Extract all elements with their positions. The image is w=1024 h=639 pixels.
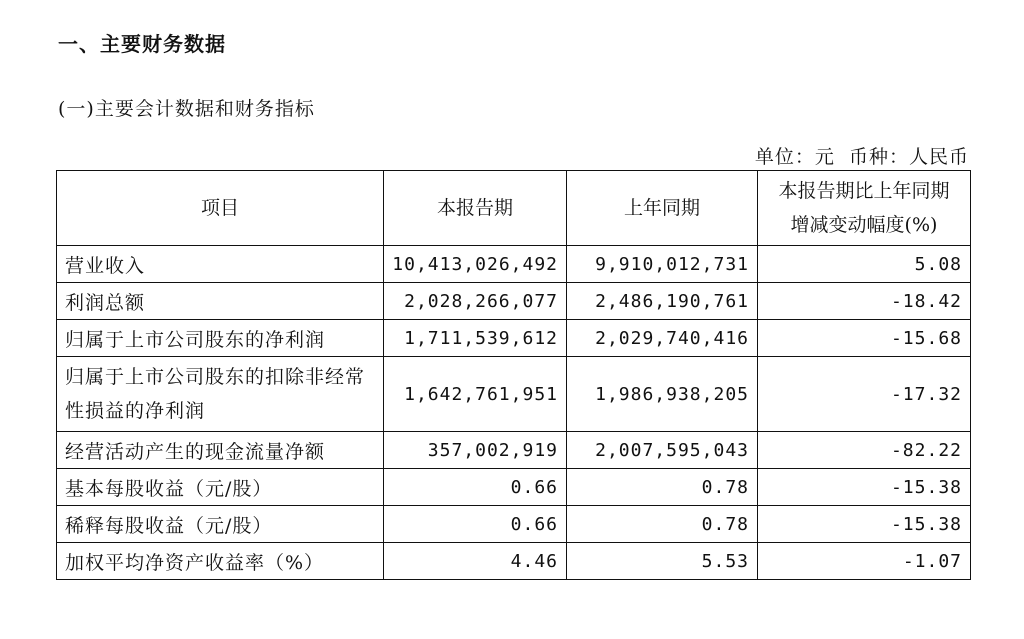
header-change-line1: 本报告期比上年同期 <box>778 180 950 202</box>
row-change-value: -15.68 <box>758 320 971 357</box>
header-current-period: 本报告期 <box>384 171 567 246</box>
table-row <box>57 432 971 469</box>
header-prior-period: 上年同期 <box>567 171 758 246</box>
table-row <box>57 469 971 506</box>
row-prior-value: 0.78 <box>567 469 758 506</box>
row-current-value: 4.46 <box>384 543 567 580</box>
unit-currency-note: 单位：元 币种：人民币 <box>754 146 969 168</box>
row-current-value: 1,642,761,951 <box>384 357 567 432</box>
row-label: 归属于上市公司股东的净利润 <box>57 320 384 357</box>
header-item: 项目 <box>57 171 384 246</box>
row-change-value: -17.32 <box>758 357 971 432</box>
row-prior-value: 2,007,595,043 <box>567 432 758 469</box>
table-row <box>57 246 971 283</box>
row-label: 经营活动产生的现金流量净额 <box>57 432 384 469</box>
row-label: 基本每股收益（元/股） <box>57 469 384 506</box>
financial-data-table <box>56 170 971 580</box>
table-row <box>57 506 971 543</box>
header-change-percent <box>758 171 971 246</box>
row-change-value: 5.08 <box>758 246 971 283</box>
table-row <box>57 283 971 320</box>
row-current-value: 0.66 <box>384 469 567 506</box>
table-row <box>57 320 971 357</box>
row-change-value: -1.07 <box>758 543 971 580</box>
table-header-row <box>57 171 971 246</box>
subsection-title: (一)主要会计数据和财务指标 <box>58 98 315 120</box>
row-current-value: 357,002,919 <box>384 432 567 469</box>
row-label: 利润总额 <box>57 283 384 320</box>
row-current-value: 0.66 <box>384 506 567 543</box>
row-label: 稀释每股收益（元/股） <box>57 506 384 543</box>
row-label: 加权平均净资产收益率（%） <box>57 543 384 580</box>
row-current-value: 1,711,539,612 <box>384 320 567 357</box>
row-current-value: 2,028,266,077 <box>384 283 567 320</box>
row-prior-value: 1,986,938,205 <box>567 357 758 432</box>
row-prior-value: 0.78 <box>567 506 758 543</box>
row-prior-value: 9,910,012,731 <box>567 246 758 283</box>
row-label: 营业收入 <box>57 246 384 283</box>
header-change-line2: 增减变动幅度(%) <box>790 214 938 236</box>
row-prior-value: 2,029,740,416 <box>567 320 758 357</box>
row-change-value: -15.38 <box>758 469 971 506</box>
row-change-value: -18.42 <box>758 283 971 320</box>
row-prior-value: 5.53 <box>567 543 758 580</box>
row-prior-value: 2,486,190,761 <box>567 283 758 320</box>
row-change-value: -82.22 <box>758 432 971 469</box>
table-row <box>57 357 971 432</box>
table-row <box>57 543 971 580</box>
section-title: 一、主要财务数据 <box>58 32 226 56</box>
row-label: 归属于上市公司股东的扣除非经常性损益的净利润 <box>57 357 384 432</box>
row-change-value: -15.38 <box>758 506 971 543</box>
row-current-value: 10,413,026,492 <box>384 246 567 283</box>
